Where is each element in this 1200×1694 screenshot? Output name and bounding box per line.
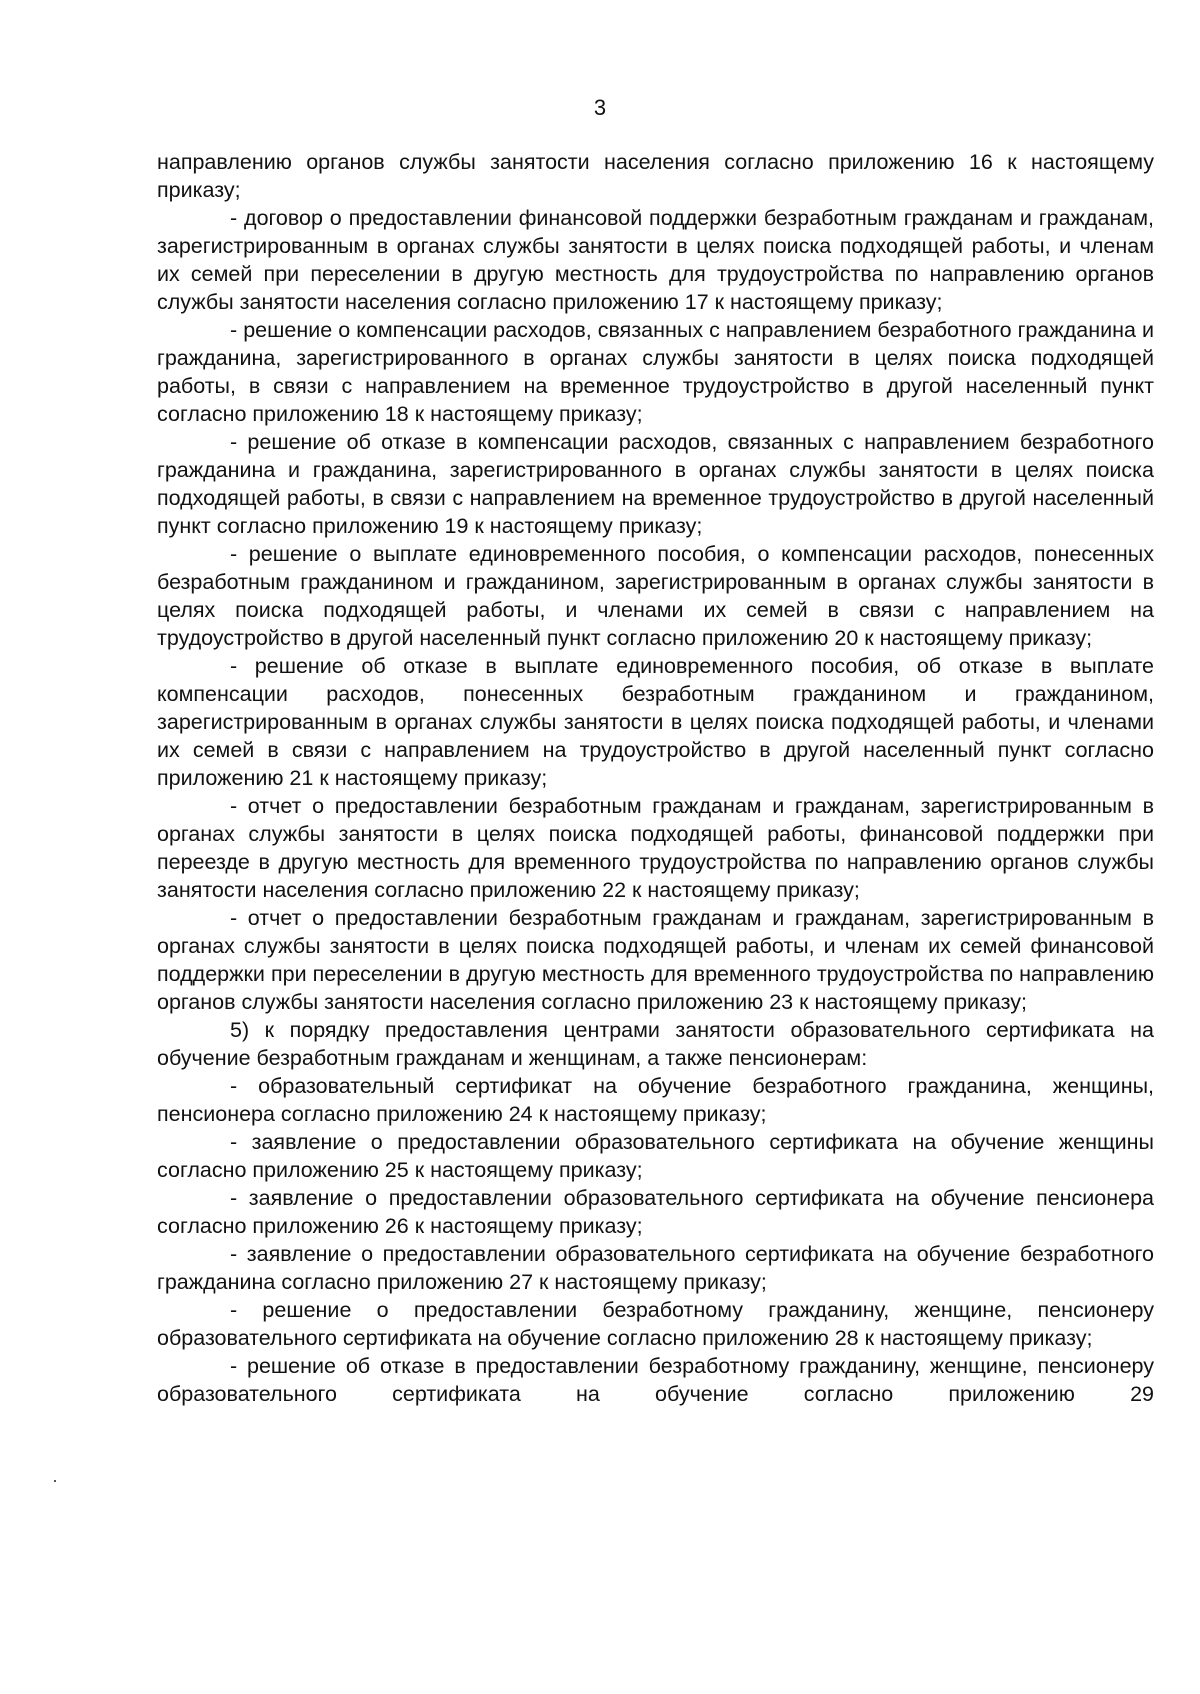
list-item-application-unemployed: - заявление о предоставлении образовательного сертификата на обучение безработного гражданина согласно приложению 27 к настоящему приказу; xyxy=(157,1242,1154,1294)
list-item-certificate: - образовательный сертификат на обучение безработного гражданина, женщины, пенсионера согласно приложению 24 к настоящему приказу; xyxy=(157,1074,1154,1126)
list-item-decision-lump-sum: - решение о выплате единовременного пособия, о компенсации расходов, понесенных безработным гражданином и гражданином, зарегистрированным в органах службы занятости в целях поиска подходящей работы, и членами их семей в связи с направлением на трудоустройство в другой населенный пункт согласно приложению 20 к настоящему приказу; xyxy=(157,542,1154,650)
list-item-decision-refusal-compensation: - решение об отказе в компенсации расходов, связанных с направлением безработного гражданина и гражданина, зарегистрированного в органах службы занятости в целях поиска подходящей работы, в связи с направлением на временное трудоустройство в другой населенный пункт согласно приложению 19 к настоящему приказу; xyxy=(157,430,1154,538)
list-item-decision-certificate: - решение о предоставлении безработному гражданину, женщине, пенсионеру образовательного сертификата на обучение согласно приложению 28 к настоящему приказу; xyxy=(157,1298,1154,1350)
page-number: 3 xyxy=(593,95,607,120)
list-item-report-resettlement: - отчет о предоставлении безработным гражданам и гражданам, зарегистрированным в органах службы занятости в целях поиска подходящей работы, и членам их семей финансовой поддержки при переселении в другую местность для временного трудоустройства по направлению органов службы занятости населения согласно приложению 23 к настоящему приказу; xyxy=(157,906,1154,1014)
document-body xyxy=(157,148,1154,1408)
list-item-application-woman: - заявление о предоставлении образовательного сертификата на обучение женщины согласно приложению 25 к настоящему приказу; xyxy=(157,1130,1154,1182)
section-heading-certificate: 5) к порядку предоставления центрами занятости образовательного сертификата на обучение безработным гражданам и женщинам, а также пенсионерам: xyxy=(157,1018,1154,1070)
list-item-decision-refusal-lump-sum: - решение об отказе в выплате единовременного пособия, об отказе в выплате компенсации расходов, понесенных безработным гражданином и гражданином, зарегистрированным в органах службы занятости в целях поиска подходящей работы, и членами их семей в связи с направлением на трудоустройство в другой населенный пункт согласно приложению 21 к настоящему приказу; xyxy=(157,654,1154,790)
list-item-application-pensioner: - заявление о предоставлении образовательного сертификата на обучение пенсионера согласно приложению 26 к настоящему приказу; xyxy=(157,1186,1154,1238)
list-item-report-relocation: - отчет о предоставлении безработным гражданам и гражданам, зарегистрированным в органах службы занятости в целях поиска подходящей работы, финансовой поддержки при переезде в другую местность для временного трудоустройства по направлению органов службы занятости населения согласно приложению 22 к настоящему приказу; xyxy=(157,794,1154,902)
list-item-decision-compensation: - решение о компенсации расходов, связанных с направлением безработного гражданина и гражданина, зарегистрированного в органах службы занятости в целях поиска подходящей работы, в связи с направлением на временное трудоустройство в другой населенный пункт согласно приложению 18 к настоящему приказу; xyxy=(157,318,1154,426)
paragraph-continuation: направлению органов службы занятости населения согласно приложению 16 к настоящему приказу; xyxy=(157,150,1154,202)
list-item-decision-refusal-certificate: - решение об отказе в предоставлении безработному гражданину, женщине, пенсионеру образовательного сертификата на обучение согласно приложению 29 xyxy=(157,1354,1154,1406)
list-item-agreement: - договор о предоставлении финансовой поддержки безработным гражданам и гражданам, зарегистрированным в органах службы занятости в целях поиска подходящей работы, и членам их семей при переселении в другую местность для трудоустройства по направлению органов службы занятости населения согласно приложению 17 к настоящему приказу; xyxy=(157,206,1154,314)
scan-speck xyxy=(54,1480,56,1482)
